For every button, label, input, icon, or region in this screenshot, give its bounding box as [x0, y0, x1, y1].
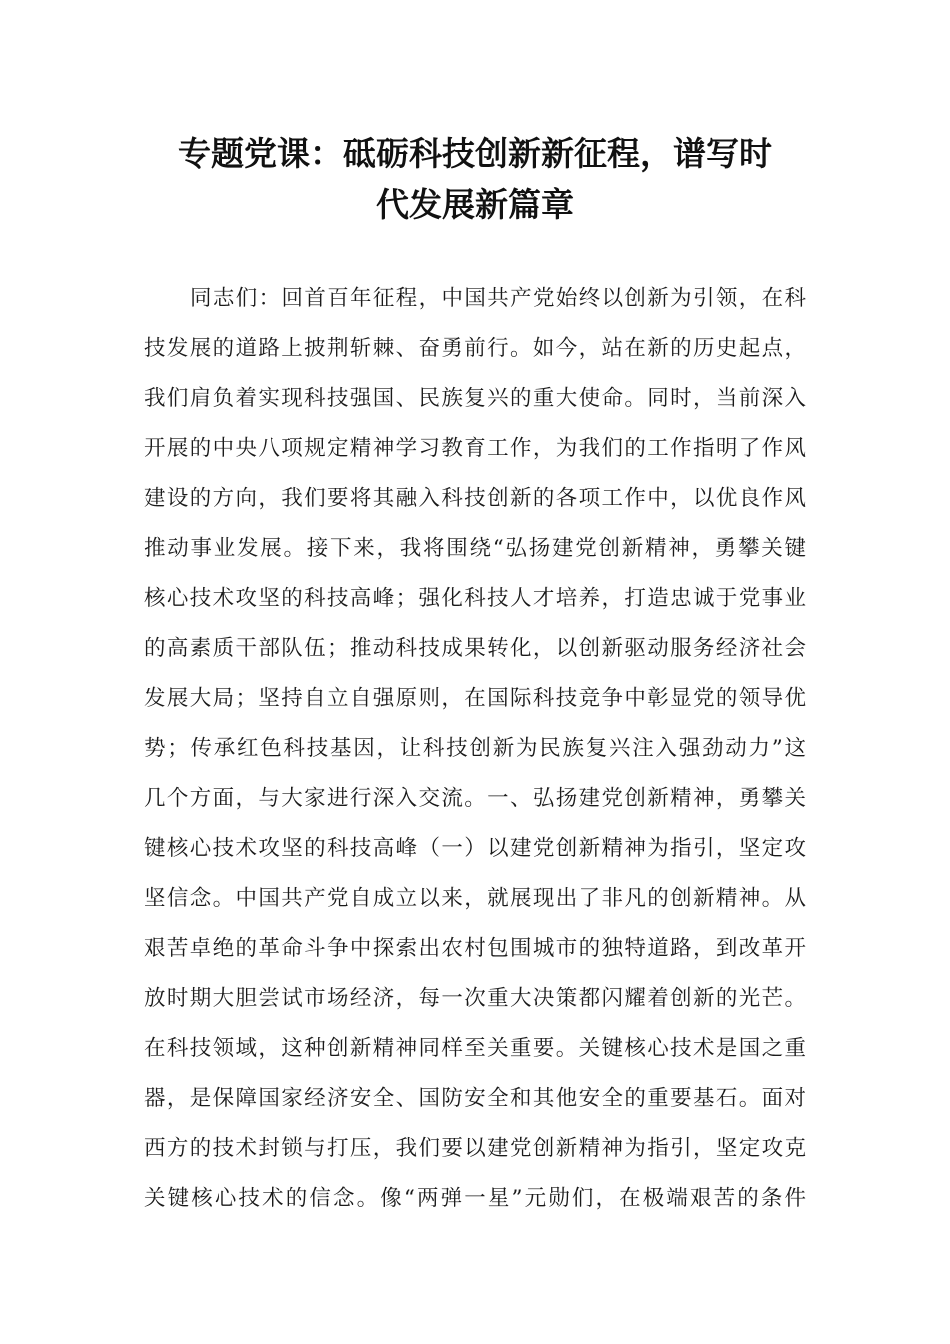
- body-line: 键核心技术攻坚的科技高峰（一）以建党创新精神为指引，坚定攻: [144, 836, 806, 861]
- body-line: 艰苦卓绝的革命斗争中探索出农村包围城市的独特道路，到改革开: [144, 936, 806, 961]
- body-line: 的高素质干部队伍；推动科技成果转化，以创新驱动服务经济社会: [144, 636, 806, 661]
- body-line: 推动事业发展。接下来，我将围绕“弘扬建党创新精神，勇攀关键: [144, 536, 806, 561]
- body-line: 器，是保障国家经济安全、国防安全和其他安全的重要基石。面对: [144, 1086, 806, 1111]
- document-title-line-1: 专题党课：砥砺科技创新新征程，谱写时: [178, 134, 772, 173]
- body-line: 在科技领域，这种创新精神同样至关重要。关键核心技术是国之重: [144, 1036, 806, 1061]
- document-title-line-2: 代发展新篇章: [376, 185, 574, 224]
- body-line: 同志们：回首百年征程，中国共产党始终以创新为引领，在科: [190, 286, 806, 311]
- body-line: 开展的中央八项规定精神学习教育工作，为我们的工作指明了作风: [144, 436, 806, 461]
- body-line: 建设的方向，我们要将其融入科技创新的各项工作中，以优良作风: [144, 486, 806, 511]
- body-line: 核心技术攻坚的科技高峰；强化科技人才培养，打造忠诚于党事业: [144, 586, 806, 611]
- body-line: 坚信念。中国共产党自成立以来，就展现出了非凡的创新精神。从: [144, 886, 806, 911]
- body-line: 我们肩负着实现科技强国、民族复兴的重大使命。同时，当前深入: [144, 386, 806, 411]
- body-line: 发展大局；坚持自立自强原则，在国际科技竞争中彰显党的领导优: [144, 686, 806, 711]
- body-line: 技发展的道路上披荆斩棘、奋勇前行。如今，站在新的历史起点，: [144, 336, 806, 361]
- body-line: 关键核心技术的信念。像“两弹一星”元勋们，在极端艰苦的条件: [144, 1186, 806, 1211]
- body-line: 西方的技术封锁与打压，我们要以建党创新精神为指引，坚定攻克: [144, 1136, 806, 1161]
- body-line: 势；传承红色科技基因，让科技创新为民族复兴注入强劲动力”这: [144, 736, 806, 761]
- body-line: 放时期大胆尝试市场经济，每一次重大决策都闪耀着创新的光芒。: [144, 986, 806, 1011]
- body-line: 几个方面，与大家进行深入交流。一、弘扬建党创新精神，勇攀关: [144, 786, 806, 811]
